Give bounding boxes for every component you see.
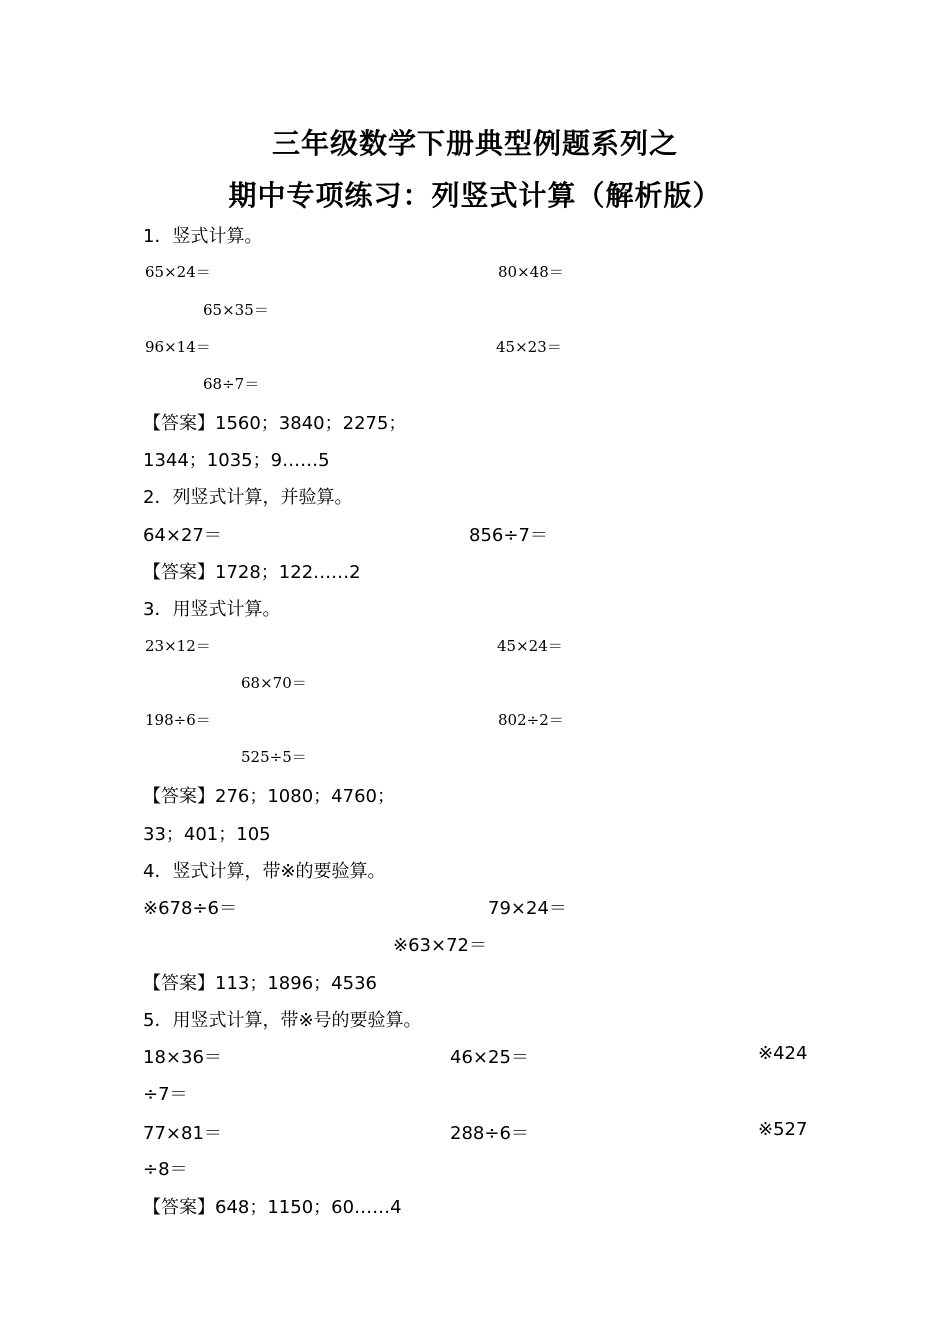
- q5-heading: 5．用竖式计算，带※号的要验算。: [143, 1010, 422, 1031]
- q2-answer: 【答案】1728；122……2: [143, 562, 361, 583]
- q1-item-2: 80×48＝: [498, 263, 564, 281]
- q1-item-1: 65×24＝: [145, 263, 211, 281]
- q2-item-2: 856÷7＝: [469, 525, 548, 546]
- q5-row2-wrap: ÷8＝: [143, 1159, 188, 1180]
- q5-row1-item-3: ※424: [758, 1043, 808, 1064]
- q3-heading: 3．用竖式计算。: [143, 599, 281, 620]
- q4-heading: 4．竖式计算，带※的要验算。: [143, 861, 386, 882]
- q3-item-4: 198÷6＝: [145, 711, 211, 729]
- q1-answer-line1: 【答案】1560；3840；2275；: [143, 413, 407, 434]
- q1-answer-line2: 1344；1035；9……5: [143, 450, 330, 471]
- q1-item-5: 45×23＝: [496, 338, 562, 356]
- q3-item-2: 45×24＝: [497, 637, 563, 655]
- q5-row1-item-1: 18×36＝: [143, 1047, 222, 1068]
- q5-row2-item-2: 288÷6＝: [450, 1123, 529, 1144]
- q4-item-3: ※63×72＝: [393, 935, 487, 956]
- q4-item-1: ※678÷6＝: [143, 898, 237, 919]
- q4-item-2: 79×24＝: [488, 898, 567, 919]
- q5-row2-item-1: 77×81＝: [143, 1123, 222, 1144]
- q5-row1-item-2: 46×25＝: [450, 1047, 529, 1068]
- q1-item-3: 65×35＝: [203, 301, 269, 319]
- page-title-line1: 三年级数学下册典型例题系列之: [271, 127, 678, 160]
- q2-item-1: 64×27＝: [143, 525, 222, 546]
- q5-row1-wrap: ÷7＝: [143, 1084, 188, 1105]
- q1-heading: 1．竖式计算。: [143, 226, 263, 247]
- q5-row2-item-3: ※527: [758, 1119, 808, 1140]
- q3-answer-line2: 33；401；105: [143, 824, 271, 845]
- q5-answer: 【答案】648；1150；60……4: [143, 1197, 402, 1218]
- q2-heading: 2．列竖式计算，并验算。: [143, 487, 353, 508]
- q1-item-4: 96×14＝: [145, 338, 211, 356]
- q3-answer-line1: 【答案】276；1080；4760；: [143, 786, 395, 807]
- q1-item-6: 68÷7＝: [203, 375, 260, 393]
- q3-item-6: 525÷5＝: [241, 748, 307, 766]
- page-title-line2: 期中专项练习：列竖式计算（解析版）: [228, 179, 722, 212]
- q4-answer: 【答案】113；1896；4536: [143, 973, 377, 994]
- q3-item-3: 68×70＝: [241, 674, 307, 692]
- q3-item-1: 23×12＝: [145, 637, 211, 655]
- q3-item-5: 802÷2＝: [498, 711, 564, 729]
